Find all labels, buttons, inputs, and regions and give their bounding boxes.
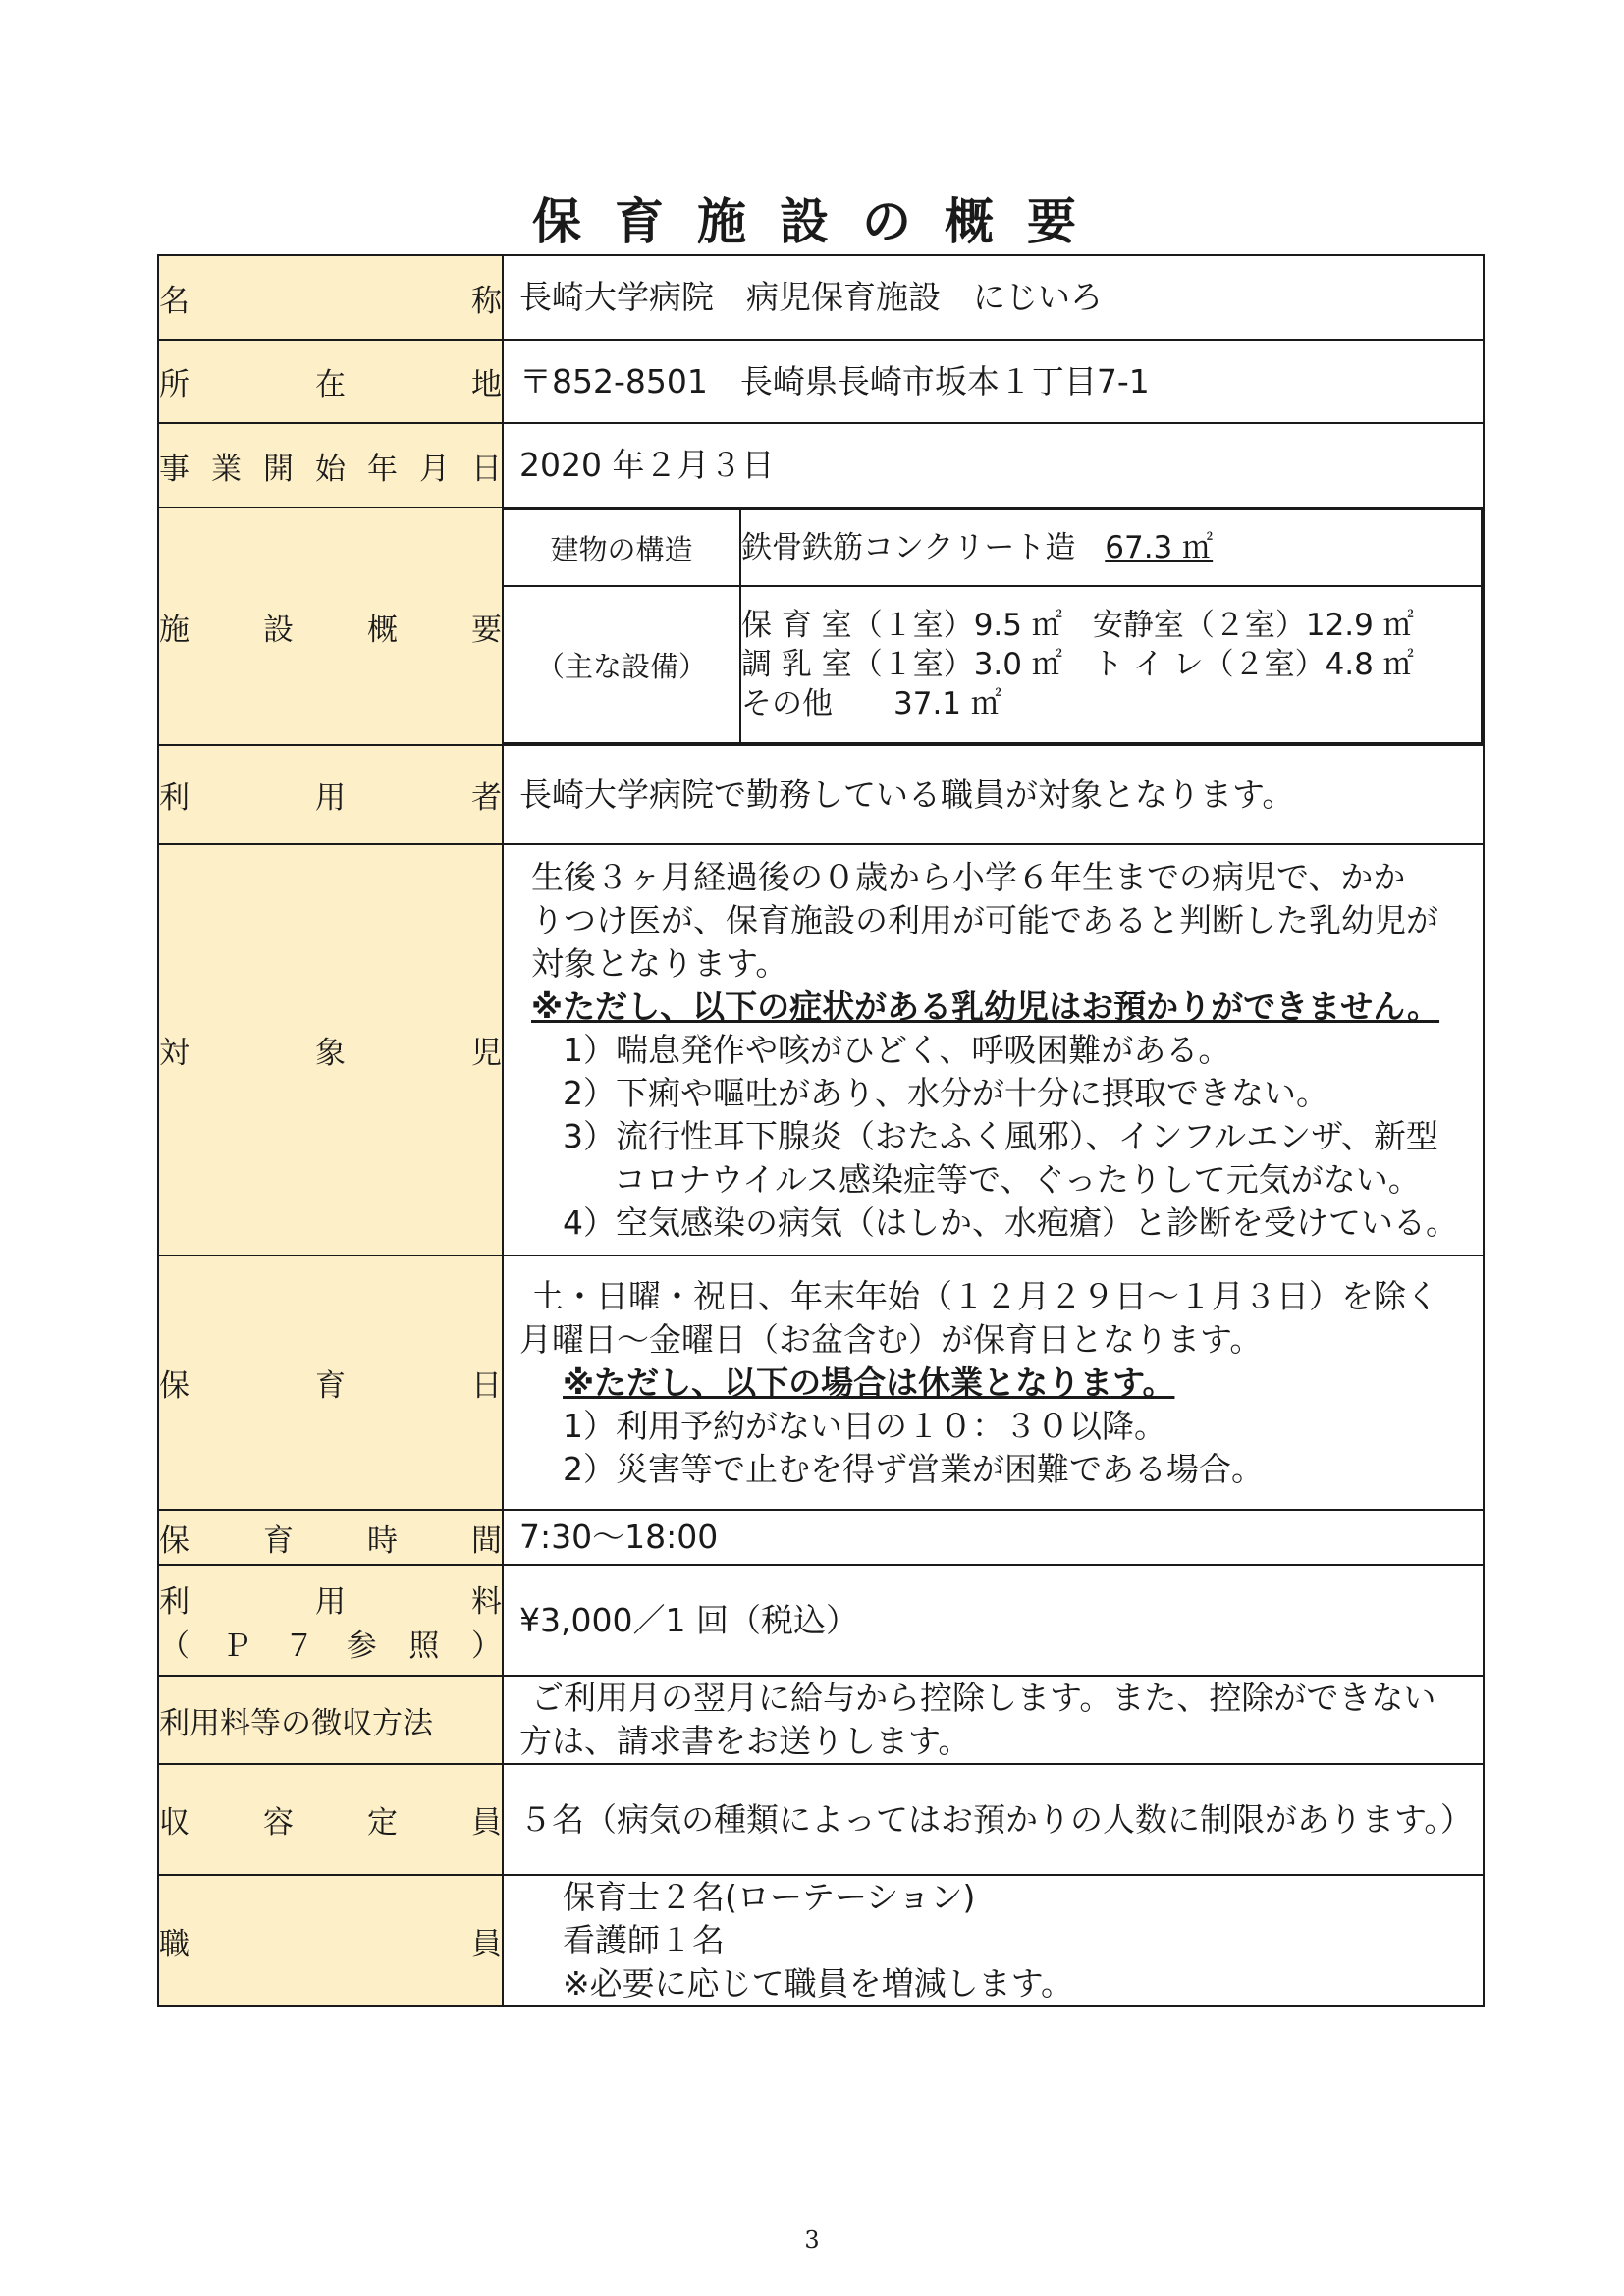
target-line: りつけ医が、保育施設の利用が可能であると判断した乳幼児が [531, 900, 1438, 939]
label-address-text [159, 359, 502, 403]
label-care-hours [158, 1510, 503, 1565]
label-users-text [159, 773, 502, 817]
label-char: 員 [471, 1805, 502, 1841]
structure-area: 67.3 ㎡ [1105, 530, 1214, 565]
label-fee-sub [159, 1621, 502, 1665]
structure-label: 建物の構造 [504, 509, 740, 586]
label-char: 参 [346, 1628, 377, 1664]
label-char: 業 [211, 451, 242, 487]
label-capacity-text [159, 1797, 502, 1842]
row-fee [158, 1565, 1484, 1676]
label-users [158, 745, 503, 844]
label-char: 容 [263, 1805, 294, 1841]
structure-value: 鉄骨鉄筋コンクリート造 [741, 530, 1076, 565]
structure-value-cell [740, 509, 1482, 586]
label-address [158, 340, 503, 423]
label-char: 要 [471, 612, 502, 648]
label-target-children-text [159, 1028, 502, 1072]
label-facility [158, 507, 503, 745]
target-item: 3）流行性耳下腺炎（おたふく風邪）、インフルエンザ、新型 [563, 1116, 1438, 1155]
page-number: 3 [804, 2226, 820, 2254]
label-staff-text [159, 1919, 502, 1963]
label-char: 所 [159, 367, 189, 402]
label-fee [158, 1565, 503, 1676]
label-fee-collection-text: 利用料等の徴収方法 [159, 1705, 433, 1741]
value-fee-collection [503, 1676, 1484, 1764]
label-char: 称 [471, 283, 502, 319]
care-days-line: 月曜日～金曜日（お盆含む）が保育日となります。 [519, 1319, 1263, 1359]
label-start-date [158, 423, 503, 507]
label-char: 象 [315, 1036, 346, 1071]
label-char: 在 [315, 367, 346, 402]
label-char: 始 [315, 451, 346, 487]
label-char: 時 [367, 1522, 398, 1559]
facility-equipment-row [504, 586, 1482, 743]
value-start-date: 2020 年２月３日 [503, 423, 1484, 507]
page-title: 保育施設の概要 [532, 193, 1110, 250]
value-fee: ¥3,000／1 回（税込） [503, 1565, 1484, 1676]
label-char: 設 [263, 612, 294, 648]
label-char: ７ [284, 1628, 315, 1664]
target-item: コロナウイルス感染症等で、ぐったりして元気がない。 [614, 1159, 1421, 1199]
label-fee-text [159, 1576, 502, 1621]
label-char: 保 [159, 1368, 189, 1404]
value-name: 長崎大学病院 病児保育施設 にじいろ [503, 255, 1484, 340]
staff-line: 看護師１名 [563, 1921, 725, 1959]
label-care-days [158, 1255, 503, 1510]
facility-detail-cell [503, 507, 1484, 745]
staff-line: 保育士２名(ローテーション) [563, 1878, 976, 1916]
label-char: 育 [263, 1522, 294, 1559]
value-users: 長崎大学病院で勤務している職員が対象となります。 [503, 745, 1484, 844]
label-char: Ｐ [221, 1628, 252, 1664]
equipment-line: 調 乳 室（１室）3.0 ㎡ ト イ レ（２室）4.8 ㎡ [741, 647, 1414, 682]
equipment-line: その他 37.1 ㎡ [741, 686, 1001, 721]
facility-structure-row [504, 509, 1482, 586]
label-char: 日 [471, 451, 502, 487]
label-char: 名 [159, 283, 189, 319]
label-char: 間 [471, 1522, 502, 1559]
label-char: 日 [471, 1368, 502, 1404]
target-line: 生後３ヶ月経過後の０歳から小学６年生までの病児で、かか [531, 857, 1406, 896]
label-char: 育 [315, 1368, 346, 1404]
target-item: 2）下痢や嘔吐があり、水分が十分に摂取できない。 [563, 1073, 1328, 1112]
label-char: ） [470, 1628, 502, 1664]
label-target-children [158, 844, 503, 1255]
value-care-hours: 7:30～18:00 [503, 1510, 1484, 1565]
fee-collection-line: ご利用月の翌月に給与から控除します。また、控除ができない [531, 1679, 1436, 1717]
label-char: 開 [263, 451, 294, 487]
label-fee-collection [158, 1676, 503, 1764]
row-capacity [158, 1764, 1484, 1875]
row-staff [158, 1875, 1484, 2006]
equipment-list [740, 586, 1482, 743]
row-target-children [158, 844, 1484, 1255]
label-char: 事 [159, 451, 189, 487]
label-char: 施 [159, 612, 189, 648]
row-care-days [158, 1255, 1484, 1510]
label-char: 地 [471, 367, 502, 402]
label-char: 月 [419, 451, 450, 487]
value-target-children [503, 844, 1484, 1255]
value-care-days [503, 1255, 1484, 1510]
row-start-date [158, 423, 1484, 507]
label-name [158, 255, 503, 340]
facility-overview-table [157, 254, 1485, 2007]
facility-detail-table [504, 508, 1483, 744]
label-char: 料 [471, 1583, 502, 1620]
care-days-item: 2）災害等で止むを得ず営業が困難である場合。 [563, 1449, 1264, 1488]
row-fee-collection [158, 1676, 1484, 1764]
row-address [158, 340, 1484, 423]
row-users [158, 745, 1484, 844]
label-staff [158, 1875, 503, 2006]
label-start-date-text [159, 444, 502, 488]
label-char: 収 [159, 1805, 189, 1841]
row-facility [158, 507, 1484, 745]
label-char: 概 [367, 612, 398, 648]
label-char: 保 [159, 1522, 189, 1559]
care-days-line: 土・日曜・祝日、年末年始（１２月２９日～１月３日）を除く [531, 1276, 1438, 1315]
care-days-warning: ※ただし、以下の場合は休業となります。 [563, 1362, 1175, 1402]
staff-line: ※必要に応じて職員を増減します。 [563, 1964, 1074, 2002]
label-name-text [159, 276, 502, 320]
label-care-days-text [159, 1361, 502, 1405]
target-warning: ※ただし、以下の症状がある乳幼児はお預かりができません。 [531, 987, 1440, 1026]
label-char: 用 [315, 1583, 346, 1620]
equipment-label: （主な設備） [504, 586, 740, 743]
row-name [158, 255, 1484, 340]
target-item: 4）空気感染の病気（はしか、水疱瘡）と診断を受けている。 [563, 1202, 1458, 1242]
label-char: 員 [471, 1926, 502, 1962]
value-address: 〒852-8501 長崎県長崎市坂本１丁目7-1 [503, 340, 1484, 423]
label-char: 利 [159, 1583, 189, 1620]
label-care-hours-text [159, 1516, 502, 1560]
value-capacity: ５名（病気の種類によってはお預かりの人数に制限があります。） [503, 1764, 1484, 1875]
label-char: 職 [159, 1926, 189, 1962]
target-line: 対象となります。 [531, 943, 788, 983]
equipment-line: 保 育 室（１室）9.5 ㎡ 安静室（２室）12.9 ㎡ [741, 608, 1414, 643]
label-facility-text [159, 605, 502, 649]
label-char: 年 [367, 451, 398, 487]
label-char: 対 [159, 1036, 189, 1071]
label-char: 利 [159, 780, 189, 816]
care-days-item: 1）利用予約がない日の１０：３０以降。 [563, 1406, 1166, 1445]
value-staff [503, 1875, 1484, 2006]
label-char: 児 [471, 1036, 502, 1071]
label-char: 者 [471, 780, 502, 816]
fee-collection-line: 方は、請求書をお送りします。 [519, 1722, 971, 1760]
label-char: 照 [408, 1628, 440, 1664]
target-item: 1）喘息発作や咳がひどく、呼吸困難がある。 [563, 1030, 1231, 1069]
label-capacity [158, 1764, 503, 1875]
label-char: （ [159, 1628, 189, 1664]
label-char: 定 [367, 1805, 398, 1841]
label-char: 用 [315, 780, 346, 816]
row-care-hours [158, 1510, 1484, 1565]
